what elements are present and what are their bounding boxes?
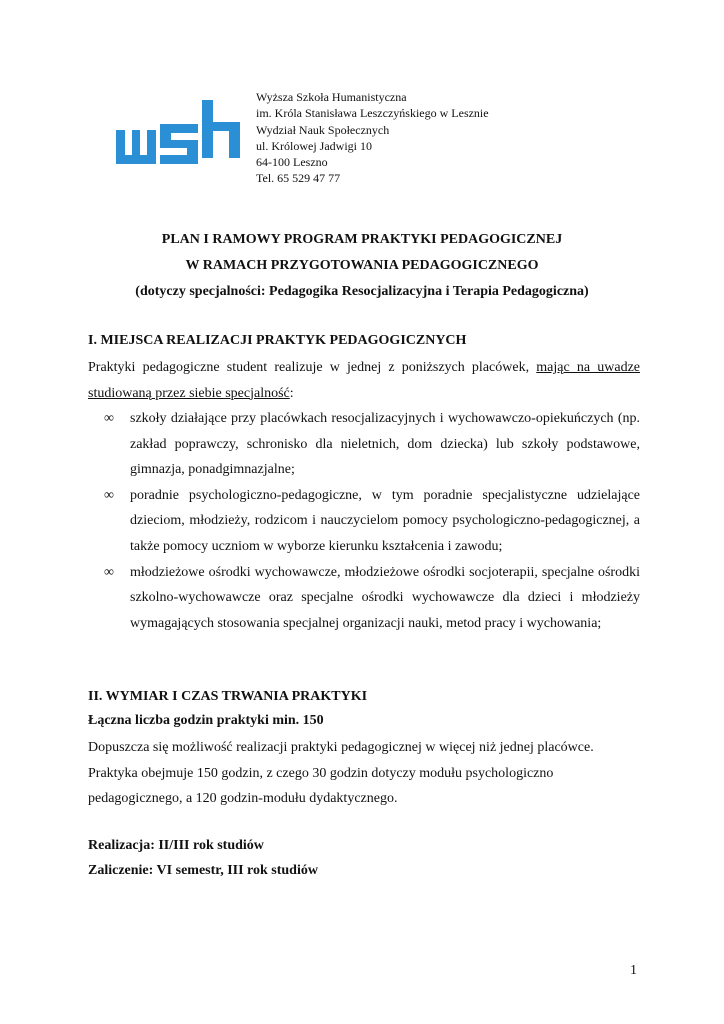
institution-line: Wyższa Szkoła Humanistyczna [256,90,407,104]
institution-line: im. Króla Stanisława Leszczyńskiego w Lesznie [256,106,489,121]
wsh-logo [113,100,243,168]
placement-list [88,406,640,636]
infinity-bullet-icon: ∞ [104,411,114,426]
page-number: 1 [630,963,637,978]
section-2-subheading: Łączna liczba godzin praktyki min. 150 [88,713,324,728]
text-line: Praktyka obejmuje 150 godzin, z czego 30 godzin dotyczy modułu psychologiczno [88,765,554,781]
text-line: Dopuszcza się możliwość realizacji praktyki pedagogicznej w więcej niż jednej placówce. [88,740,594,755]
document-title-line-1: PLAN I RAMOWY PROGRAM PRAKTYKI PEDAGOGICZNEJ [161,232,563,247]
infinity-bullet-icon: ∞ [104,487,114,503]
section-1-intro: Praktyki pedagogiczne student realizuje w jednej z poniższych placówek, mając na uwadze studiowaną przez siebie specjalność: [88,360,641,401]
list-item: ∞ młodzieżowe ośrodki wychowawcze, młodzieżowe ośrodki socjoterapii, specjalne ośrodki szkolno-wychowawcze oraz specjalne ośrodki wychowawcze dla dzieci i młodzieży wymagających stosowania specjalnej organizacji nauki, metod pracy i wychowania; [88,560,640,637]
document-title-line-2: W RAMACH PRZYGOTOWANIA PEDAGOGICZNEGO [185,258,539,273]
list-item: ∞ poradnie psychologiczno-pedagogiczne, w tym poradnie specjalistyczne udzielające dzieciom, młodzieży, rodzicom i nauczycielom pomocy psychologiczno-pedagogicznej, a także pomocy uczniom w wyborze kierunku kształcenia i zawodu; [88,483,640,560]
institution-info [256,89,489,187]
institution-line: 64-100 Leszno [256,155,328,170]
svg-text:wsh: wsh [113,167,115,168]
section-2-heading: II. WYMIAR I CZAS TRWANIA PRAKTYKI [88,689,368,704]
list-item: ∞ szkoły działające przy placówkach resocjalizacyjnych i wychowawczo-opiekuńczych (np. zakład poprawczy, schronisko dla nieletnich, dom dziecka) lub szkoły podstawowe, gimnazja, ponadgimnazjalne; [88,406,640,483]
text-line: pedagogicznego, a 120 godzin-modułu dydaktycznego. [88,791,398,807]
document-title-line-3: (dotyczy specjalności: Pedagogika Resocjalizacyjna i Terapia Pedagogiczna) [135,284,589,299]
underlined-text: mając na uwadze studiowaną przez siebie specjalność [88,360,641,401]
institution-line: ul. Królowej Jadwigi 10 [256,138,372,153]
infinity-bullet-icon: ∞ [104,564,114,580]
institution-line: Wydział Nauk Społecznych [256,122,390,137]
realization-label: Realizacja: II/III rok studiów [88,838,264,853]
section-1-heading: I. MIEJSCA REALIZACJI PRAKTYK PEDAGOGICZNYCH [88,333,467,348]
section-2-text [88,735,640,812]
completion-label: Zaliczenie: VI semestr, III rok studiów [88,863,318,878]
institution-line: Tel. 65 529 47 77 [256,171,341,186]
